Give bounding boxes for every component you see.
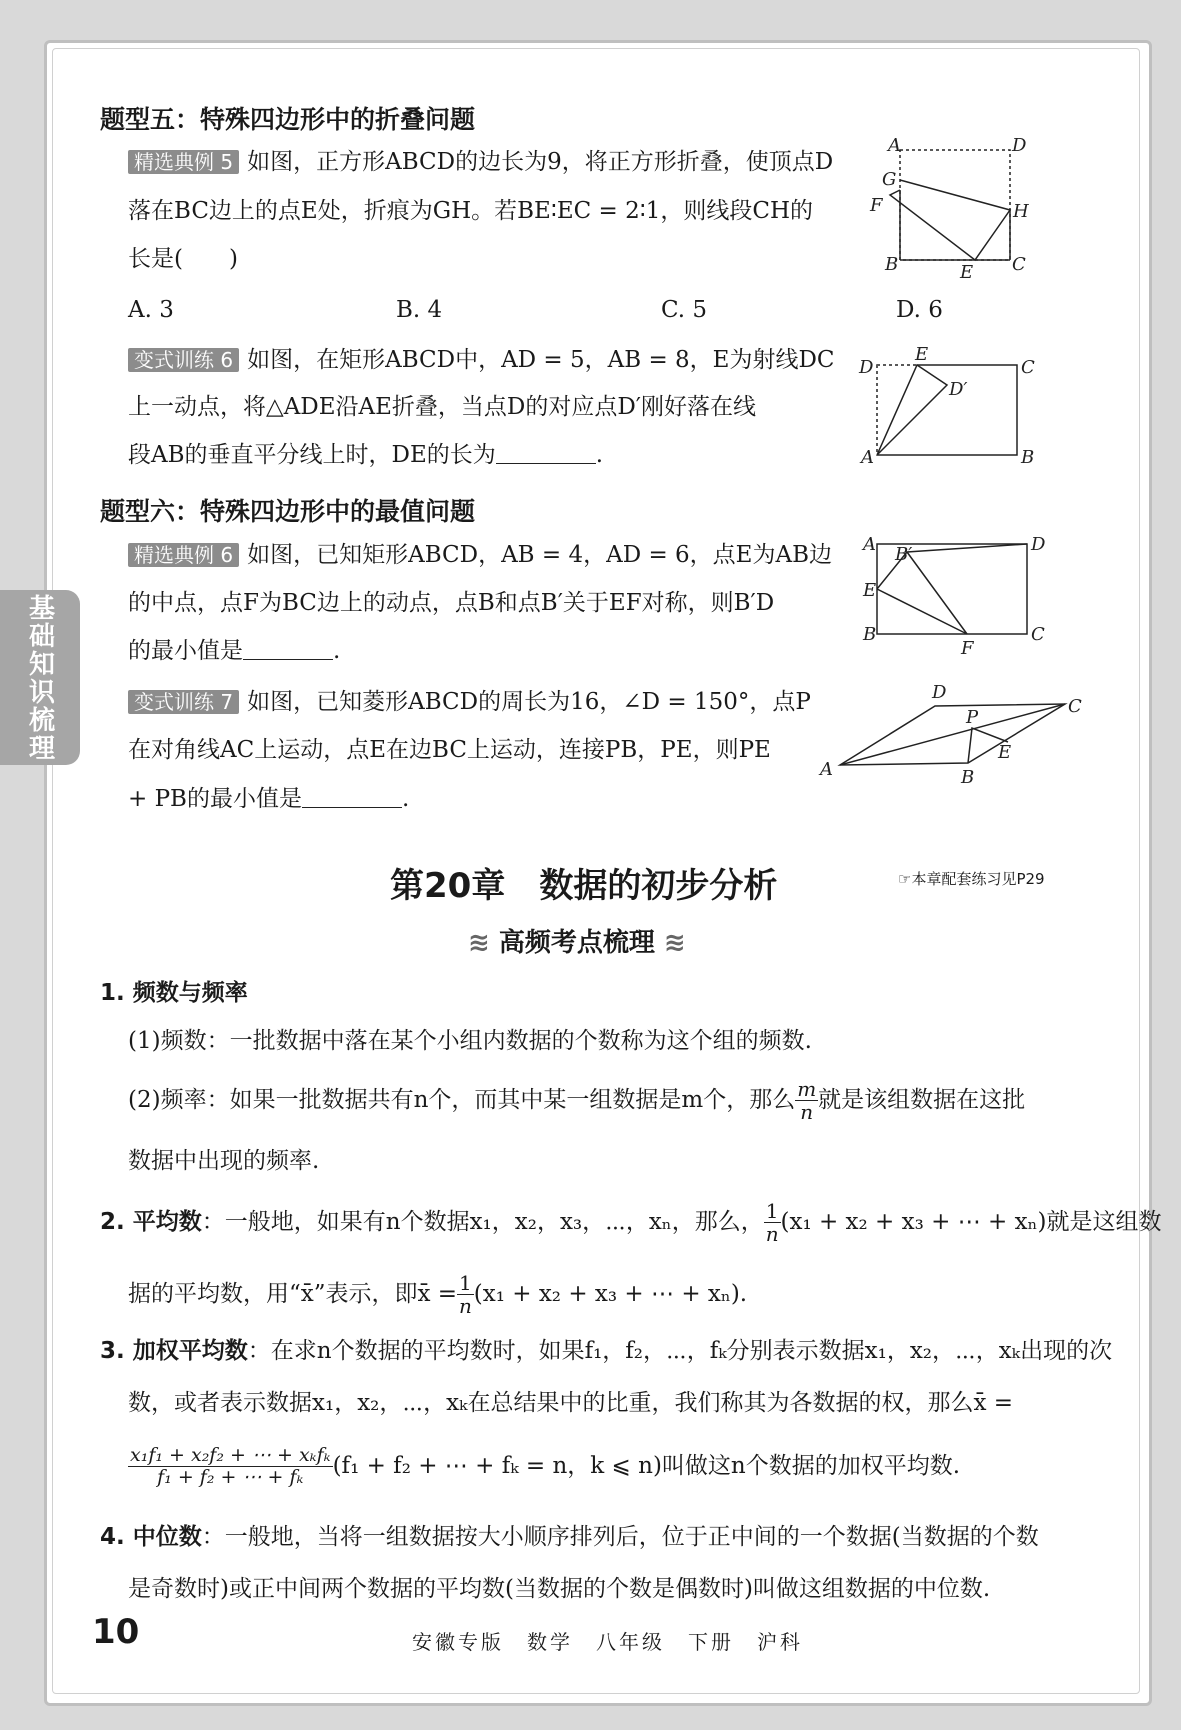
point2-text-pre: ：一般地，如果有n个数据x₁，x₂，x₃，⋯，xₙ，那么， xyxy=(201,1209,764,1235)
option-a: A. 3 xyxy=(128,297,174,323)
label-b: B xyxy=(961,767,975,788)
chapter-ref-text: 本章配套练习见P29 xyxy=(911,870,1045,888)
variant6-text3: 段AB的垂直平分线上时，DE的长为 xyxy=(128,442,496,468)
footer-text: 安徽专版 数学 八年级 下册 沪科 xyxy=(412,1630,803,1654)
fraction-1-n xyxy=(457,1272,474,1317)
figure-rectangle-min xyxy=(855,530,1045,660)
frac-den: n xyxy=(800,1100,814,1124)
example5-line1 xyxy=(128,150,833,174)
label-c: C xyxy=(1068,696,1082,717)
example6-tag: 精选典例 6 xyxy=(128,543,239,567)
fraction-1-n xyxy=(764,1200,781,1245)
variant7-text3: + PB的最小值是 xyxy=(128,786,302,812)
answer-blank xyxy=(302,806,402,808)
example6-line3 xyxy=(128,640,340,663)
example6-text1: 如图，已知矩形ABCD，AB = 4，AD = 6，点E为AB边 xyxy=(247,542,832,568)
page-number: 10 xyxy=(92,1612,140,1652)
point2-line2-post: (x₁ + x₂ + x₃ + ⋯ + xₙ). xyxy=(473,1281,748,1307)
label-c: C xyxy=(1012,254,1026,275)
variant7-line2: 在对角线AC上运动，点E在边BC上运动，连接PB，PE，则PE xyxy=(128,737,771,763)
wave-icon-left: ≋ xyxy=(468,928,499,958)
frac-den: n xyxy=(765,1222,779,1246)
label-e: E xyxy=(863,580,877,601)
fold-triangle xyxy=(877,365,947,455)
frac-num: x₁f₁ + x₂f₂ + ⋯ + xₖfₖ xyxy=(130,1444,331,1466)
frac-den: f₁ + f₂ + ⋯ + fₖ xyxy=(157,1465,304,1488)
variant6-end: . xyxy=(595,442,604,468)
variant6-tag: 变式训练 6 xyxy=(128,348,239,372)
point1-b xyxy=(128,1078,1025,1123)
label-a: A xyxy=(888,135,901,156)
example5-options xyxy=(128,297,948,323)
example5-text1: 如图，正方形ABCD的边长为9，将正方形折叠，使顶点D xyxy=(247,149,834,175)
label-e: E xyxy=(915,345,929,365)
example6-line2: 的中点，点F为BC边上的动点，点B和点B′关于EF对称，则B′D xyxy=(128,590,775,616)
point4-title: 4. 中位数 xyxy=(100,1524,202,1550)
point2-line1 xyxy=(100,1200,1162,1245)
figure-rhombus xyxy=(815,685,1085,790)
weighted-fraction xyxy=(128,1445,333,1488)
rect-outline xyxy=(877,365,1017,455)
example6-end: . xyxy=(333,638,341,664)
figure-rectangle-fold xyxy=(855,345,1045,470)
subheading-text: 高频考点梳理 xyxy=(498,928,655,958)
point2-title: 2. 平均数 xyxy=(100,1209,202,1235)
label-d: D xyxy=(859,357,874,378)
point3-line2: 数，或者表示数据x₁，x₂，⋯，xₖ在总结果中的比重，我们称其为各数据的权，那么x̄ = xyxy=(128,1390,1013,1416)
label-e: E xyxy=(960,262,974,283)
variant7-text1: 如图，已知菱形ABCD的周长为16，∠D = 150°，点P xyxy=(247,689,811,715)
wave-icon-right: ≋ xyxy=(654,928,686,958)
label-a: A xyxy=(863,534,876,555)
point4-line2: 是奇数时)或正中间两个数据的平均数(当数据的个数是偶数时)叫做这组数据的中位数. xyxy=(128,1576,991,1602)
fraction-m-n xyxy=(795,1078,818,1123)
diagonal-ac xyxy=(840,704,1065,765)
label-f: F xyxy=(870,195,883,216)
label-e: E xyxy=(998,742,1012,763)
subheading xyxy=(468,922,686,959)
example5-line3: 长是( ) xyxy=(128,246,238,272)
label-f: F xyxy=(961,638,974,659)
variant6-text1: 如图，在矩形ABCD中，AD = 5，AB = 8，E为射线DC xyxy=(247,347,835,373)
label-c: C xyxy=(1031,624,1045,645)
point1-title: 1. 频数与频率 xyxy=(100,980,248,1006)
point3-line1 xyxy=(100,1340,1112,1363)
frac-num: 1 xyxy=(765,1199,779,1223)
variant7-line3 xyxy=(128,788,409,811)
fold-shape xyxy=(890,180,1010,260)
point1-b-pre: (2)频率：如果一批数据共有n个，而其中某一组数据是m个，那么 xyxy=(128,1087,796,1113)
side-tab xyxy=(0,590,80,765)
label-d-prime: D′ xyxy=(949,379,968,400)
label-b: B xyxy=(863,624,877,645)
point3-line3 xyxy=(128,1445,960,1488)
label-c: C xyxy=(1021,357,1035,378)
variant6-line1 xyxy=(128,348,835,372)
label-h: H xyxy=(1013,201,1029,222)
point2-line2 xyxy=(128,1272,747,1317)
label-b: B xyxy=(1021,447,1035,468)
label-a: A xyxy=(861,447,874,468)
label-g: G xyxy=(882,169,897,190)
example6-line1 xyxy=(128,543,832,567)
point2-line2-pre: 据的平均数，用“x̄”表示，即x̄ = xyxy=(128,1281,458,1307)
frac-den: n xyxy=(458,1294,472,1318)
point1-b-line2: 数据中出现的频率. xyxy=(128,1148,320,1174)
frac-num: m xyxy=(797,1077,817,1101)
option-d: D. 6 xyxy=(896,297,943,323)
option-b: B. 4 xyxy=(396,297,443,323)
example5-tag: 精选典例 5 xyxy=(128,150,239,174)
figure-square-fold xyxy=(860,135,1040,285)
chapter-ref xyxy=(898,868,1045,889)
section6-title: 题型六：特殊四边形中的最值问题 xyxy=(100,497,476,526)
point3-text1: ：在求n个数据的平均数时，如果f₁，f₂，⋯，fₖ分别表示数据x₁，x₂，⋯，xₖ出现的次 xyxy=(247,1338,1113,1364)
variant7-line1 xyxy=(128,690,811,714)
example5-line2: 落在BC边上的点E处，折痕为GH。若BE∶EC = 2∶1，则线段CH的 xyxy=(128,198,814,224)
point3-title: 3. 加权平均数 xyxy=(100,1338,248,1364)
label-a: A xyxy=(820,759,833,780)
label-d: D xyxy=(1012,135,1027,156)
answer-blank xyxy=(496,462,596,464)
point2-text-post: (x₁ + x₂ + x₃ + ⋯ + xₙ)就是这组数 xyxy=(780,1209,1162,1235)
chapter-title: 第20章 数据的初步分析 xyxy=(390,866,778,906)
frac-num: 1 xyxy=(459,1271,472,1295)
variant7-end: . xyxy=(401,786,410,812)
point1-a: (1)频数：一批数据中落在某个小组内数据的个数称为这个组的频数. xyxy=(128,1028,812,1054)
label-p: P xyxy=(966,707,979,728)
answer-blank xyxy=(243,658,333,660)
example6-text3: 的最小值是 xyxy=(128,638,243,664)
label-d: D xyxy=(932,685,947,703)
variant6-line3 xyxy=(128,444,603,467)
variant7-tag: 变式训练 7 xyxy=(128,690,239,714)
variant6-line2: 上一动点，将△ADE沿AE折叠，当点D的对应点D′刚好落在线 xyxy=(128,394,757,420)
label-d: D xyxy=(1031,534,1045,555)
pointing-hand-icon: ☞ xyxy=(898,870,912,888)
point3-text3: (f₁ + f₂ + ⋯ + fₖ = n，k ⩽ n)叫做这n个数据的加权平均数. xyxy=(332,1452,961,1479)
segments-ef-fb xyxy=(877,552,967,634)
section5-title: 题型五：特殊四边形中的折叠问题 xyxy=(100,105,476,134)
label-b: B xyxy=(885,254,899,275)
side-tab-label: 基础知识梳理 xyxy=(24,593,55,762)
point1-b-post: 就是该组数据在这批 xyxy=(818,1087,1026,1113)
label-b-prime: B′ xyxy=(895,544,913,565)
point4-text1: ：一般地，当将一组数据按大小顺序排列后，位于正中间的一个数据(当数据的个数 xyxy=(201,1524,1039,1550)
option-c: C. 5 xyxy=(661,297,708,323)
point4-line1 xyxy=(100,1526,1039,1549)
